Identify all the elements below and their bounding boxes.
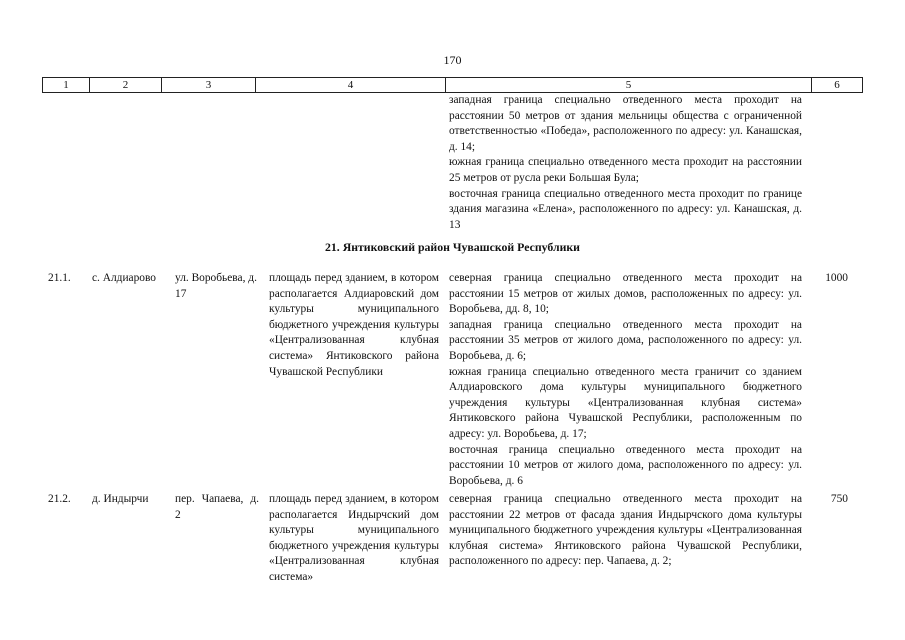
boundary-north: северная граница специально отведенного места проходит на расстоянии 15 метров от жилых домов, расположенных по адресу: ул. Воробьева, дд. 8, 10; — [449, 272, 802, 316]
boundary-south: южная граница специально отведенного места граничит со зданием Алдиаровского дома культуры муниципального бюджетного учреждения культуры «Централизованная клубная система» Янтиковского района Чувашской Республики, расположенным по адресу: ул. Воробьева, д. 17; — [449, 365, 802, 440]
page-number: 170 — [443, 53, 462, 67]
header-col-3: 3 — [161, 78, 255, 92]
row-boundaries — [449, 271, 802, 489]
row-address: ул. Воробьева, д. 17 — [175, 272, 257, 300]
header-col-6: 6 — [811, 78, 863, 92]
row-address: пер. Чапаева, д. 2 — [175, 493, 259, 521]
header-col-1: 1 — [42, 78, 89, 92]
row-description: площадь перед зданием, в котором располагается Индырчский дом культуры муниципального бюджетного учреждения культуры «Централизованная клубная система» — [269, 493, 439, 583]
boundary-west: западная граница специально отведенного места проходит на расстоянии 35 метров от жилого дома, расположенного по адресу: ул. Воробьева, д. 6; — [449, 318, 802, 362]
header-col-2: 2 — [89, 78, 161, 92]
row-area: 750 — [830, 493, 848, 505]
row-number: 21.1. — [48, 272, 71, 284]
row-boundaries — [449, 492, 802, 570]
continuation-boundaries — [449, 93, 802, 233]
header-col-5: 5 — [445, 78, 811, 92]
boundary-south: южная граница специально отведенного места проходит на расстоянии 25 метров от русла реки Большая Була; — [449, 156, 802, 184]
header-col-4: 4 — [255, 78, 445, 92]
boundary-west: западная граница специально отведенного места проходит на расстоянии 50 метров от здания мельницы общества с ограниченной ответственностью «Победа», расположенного по адресу: ул. Канашская, д. 14; — [449, 94, 802, 153]
table-header — [42, 77, 863, 93]
section-title: 21. Янтиковский район Чувашской Республики — [325, 240, 580, 254]
boundary-north: северная граница специально отведенного места проходит на расстоянии 22 метров от фасада здания Индырчского дома культуры муниципального бюджетного учреждения культуры «Централизованная клубная система» Янтиковского района Чувашской Республики, расположенного по адресу: пер. Чапаева, д. 2; — [449, 493, 802, 568]
row-number: 21.2. — [48, 493, 71, 505]
row-description: площадь перед зданием, в котором располагается Алдиаровский дом культуры муниципального бюджетного учреждения культуры «Централизованная клубная система» Янтиковского района Чувашской Республики — [269, 272, 439, 378]
row-area: 1000 — [825, 272, 848, 284]
boundary-east: восточная граница специально отведенного места проходит на расстоянии 10 метров от жилого дома, расположенного по адресу: ул. Воробьева, д. 6 — [449, 443, 802, 487]
row-settlement: с. Алдиарово — [92, 272, 156, 284]
boundary-east: восточная граница специально отведенного места проходит по границе здания магазина «Елена», расположенного по адресу: ул. Канашская, д. 13 — [449, 187, 802, 231]
row-settlement: д. Индырчи — [92, 493, 149, 505]
